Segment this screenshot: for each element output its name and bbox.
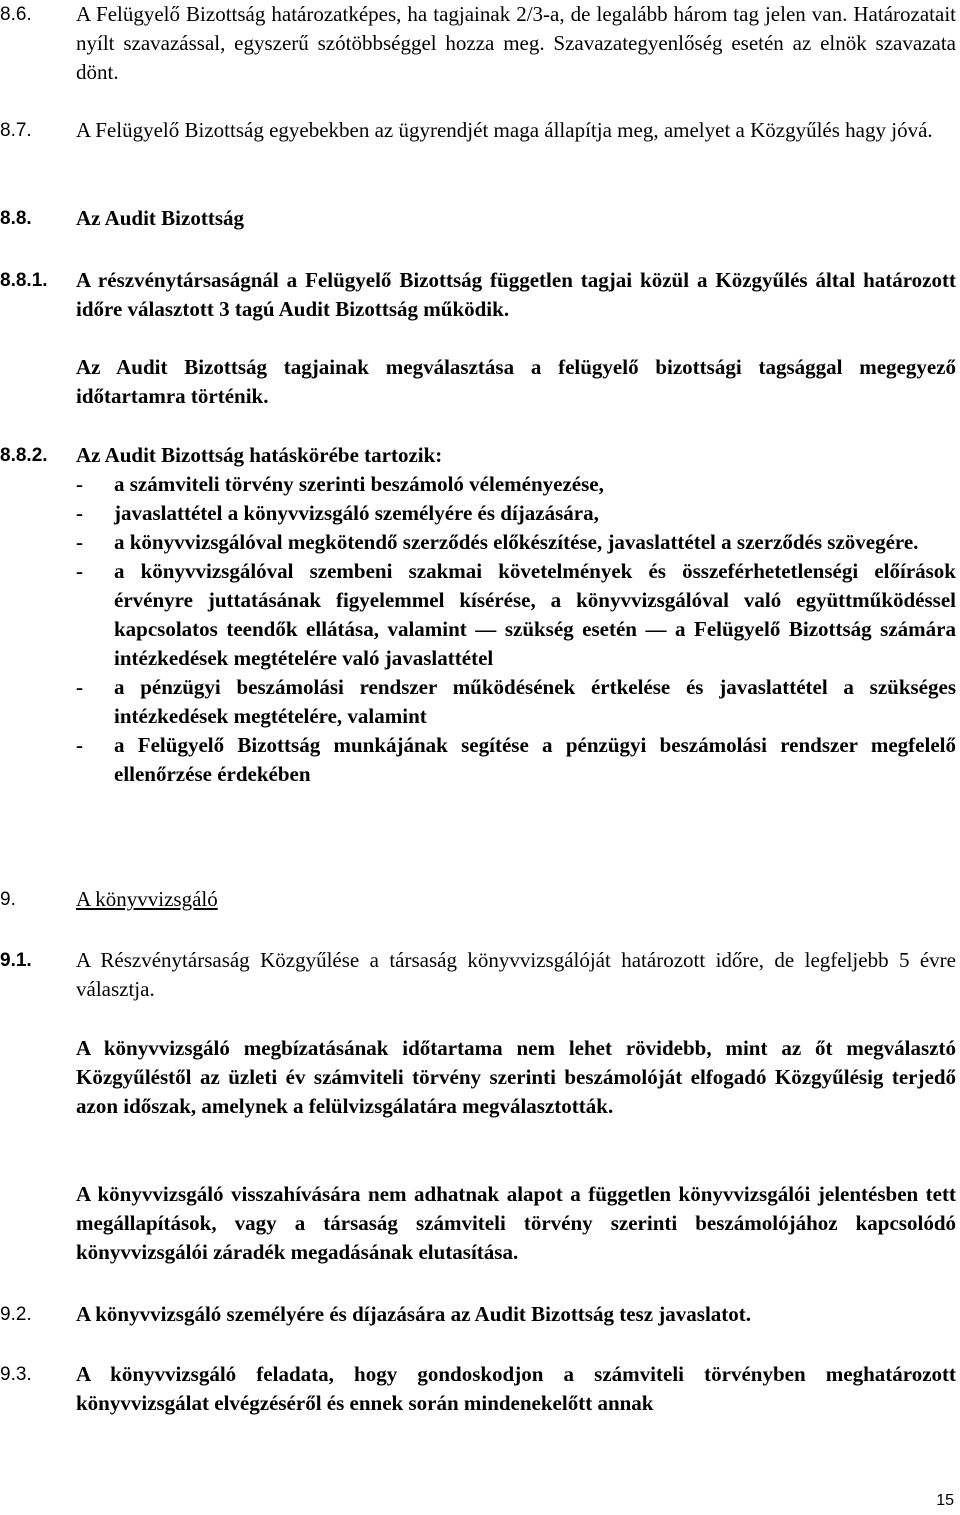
bullet-item: - javaslattétel a könyvvizsgáló személyére és díjazására,	[76, 501, 599, 525]
bullet-item: - a könyvvizsgálóval szembeni szakmai követelmények és összeférhetetlenségi előírások érvényre juttatásának figyelemmel kísérése, a könyvvizsgálóval való együttműködéssel kapcsolatos teendők ellátása, valamint — szükség esetén — a Felügyelő Bizottság számára intézkedések megtételére való javaslattétel	[76, 559, 956, 670]
section-9-1	[0, 946, 956, 1004]
bullet-text: javaslattétel a könyvvizsgáló személyére és díjazására,	[114, 501, 599, 525]
section-8-8-1	[0, 266, 956, 324]
paragraph-text: Az Audit Bizottság tagjainak megválasztása a felügyelő bizottsági tagsággal megegyező időtartamra történik.	[76, 355, 956, 408]
section-number: 9.3.	[0, 1364, 32, 1385]
section-8-7	[0, 116, 956, 145]
bullet-item: - a könyvvizsgálóval megkötendő szerződés előkészítése, javaslattétel a szerződés szövegére.	[76, 530, 919, 554]
section-text: A könyvvizsgáló feladata, hogy gondoskodjon a számviteli törvényben meghatározott könyvvizsgálat elvégzéséről és ennek során mindenekelőtt annak	[76, 1362, 956, 1415]
section-text: A részvénytársaságnál a Felügyelő Bizottság független tagjai közül a Közgyűlés által határozott időre választott 3 tagú Audit Bizottság működik.	[76, 268, 956, 321]
section-8-6	[0, 0, 956, 87]
bullet-item: - a számviteli törvény szerinti beszámoló véleményezése,	[76, 472, 604, 496]
section-number: 8.8.	[0, 208, 32, 229]
section-number: 8.6.	[0, 4, 32, 25]
section-text: A könyvvizsgáló személyére és díjazására az Audit Bizottság tesz javaslatot.	[76, 1302, 752, 1326]
section-number: 9.2.	[0, 1304, 32, 1325]
section-number: 8.8.1.	[0, 270, 48, 291]
section-8-8-1-paragraph	[0, 353, 956, 411]
section-text: A Részvénytársaság Közgyűlése a társaság könyvvizsgálóját határozott időre, de legfeljebb 5 évre választja.	[76, 948, 956, 1001]
section-number: 8.7.	[0, 120, 32, 141]
section-9-1-paragraph-3	[0, 1180, 956, 1267]
section-intro: Az Audit Bizottság hatáskörébe tartozik:	[76, 443, 443, 467]
section-heading: Az Audit Bizottság	[76, 206, 244, 230]
paragraph-text: A könyvvizsgáló visszahívására nem adhatnak alapot a független könyvvizsgálói jelentésben tett megállapítások, vagy a társaság számviteli törvény szerinti beszámolójához kapcsolódó könyvvizsgálói záradék megadásának elutasítása.	[76, 1182, 956, 1264]
section-number: 8.8.2.	[0, 445, 48, 466]
bullet-text: a Felügyelő Bizottság munkájának segítése a pénzügyi beszámolási rendszer megfelelő ellenőrzése érdekében	[114, 733, 956, 786]
section-number: 9.1.	[0, 950, 32, 971]
page-number: 15	[936, 1492, 954, 1509]
bullet-text: a számviteli törvény szerinti beszámoló véleményezése,	[114, 472, 604, 496]
section-9-1-paragraph-2	[0, 1034, 956, 1121]
section-text: A Felügyelő Bizottság határozatképes, ha tagjainak 2/3-a, de legalább három tag jelen van. Határozatait nyílt szavazással, egyszerű szótöbbséggel hozza meg. Szavazategyenlőség esetén az elnök szavazata dönt.	[76, 2, 956, 84]
bullet-text: a pénzügyi beszámolási rendszer működésének értkelése és javaslattétel a szükséges intézkedések megtételére, valamint	[114, 675, 956, 728]
bullet-item: - a Felügyelő Bizottság munkájának segítése a pénzügyi beszámolási rendszer megfelelő ellenőrzése érdekében	[76, 733, 956, 786]
paragraph-text: A könyvvizsgáló megbízatásának időtartama nem lehet rövidebb, mint az őt megválasztó Közgyűléstől az üzleti év számviteli törvény szerinti beszámolóját elfogadó Közgyűlésig terjedő azon időszak, amelynek a felülvizsgálatára megválasztották.	[76, 1036, 956, 1118]
section-9-2	[0, 1300, 956, 1329]
section-heading: A könyvvizsgáló	[76, 887, 218, 911]
section-8-8-heading	[0, 204, 956, 233]
section-9-heading	[0, 885, 956, 914]
bullet-text: a könyvvizsgálóval szembeni szakmai követelmények és összeférhetetlenségi előírások érvényre juttatásának figyelemmel kísérése, a könyvvizsgálóval való együttműködéssel kapcsolatos teendők ellátása, valamint — szükség esetén — a Felügyelő Bizottság számára intézkedések megtételére való javaslattétel	[114, 559, 956, 670]
section-9-3	[0, 1360, 956, 1418]
section-number: 9.	[0, 889, 16, 910]
section-text: A Felügyelő Bizottság egyebekben az ügyrendjét maga állapítja meg, amelyet a Közgyűlés hagy jóvá.	[76, 118, 933, 142]
bullet-text: a könyvvizsgálóval megkötendő szerződés előkészítése, javaslattétel a szerződés szövegére.	[114, 530, 919, 554]
section-8-8-2	[0, 441, 956, 789]
bullet-item: - a pénzügyi beszámolási rendszer működésének értkelése és javaslattétel a szükséges intézkedések megtételére, valamint	[76, 675, 956, 728]
